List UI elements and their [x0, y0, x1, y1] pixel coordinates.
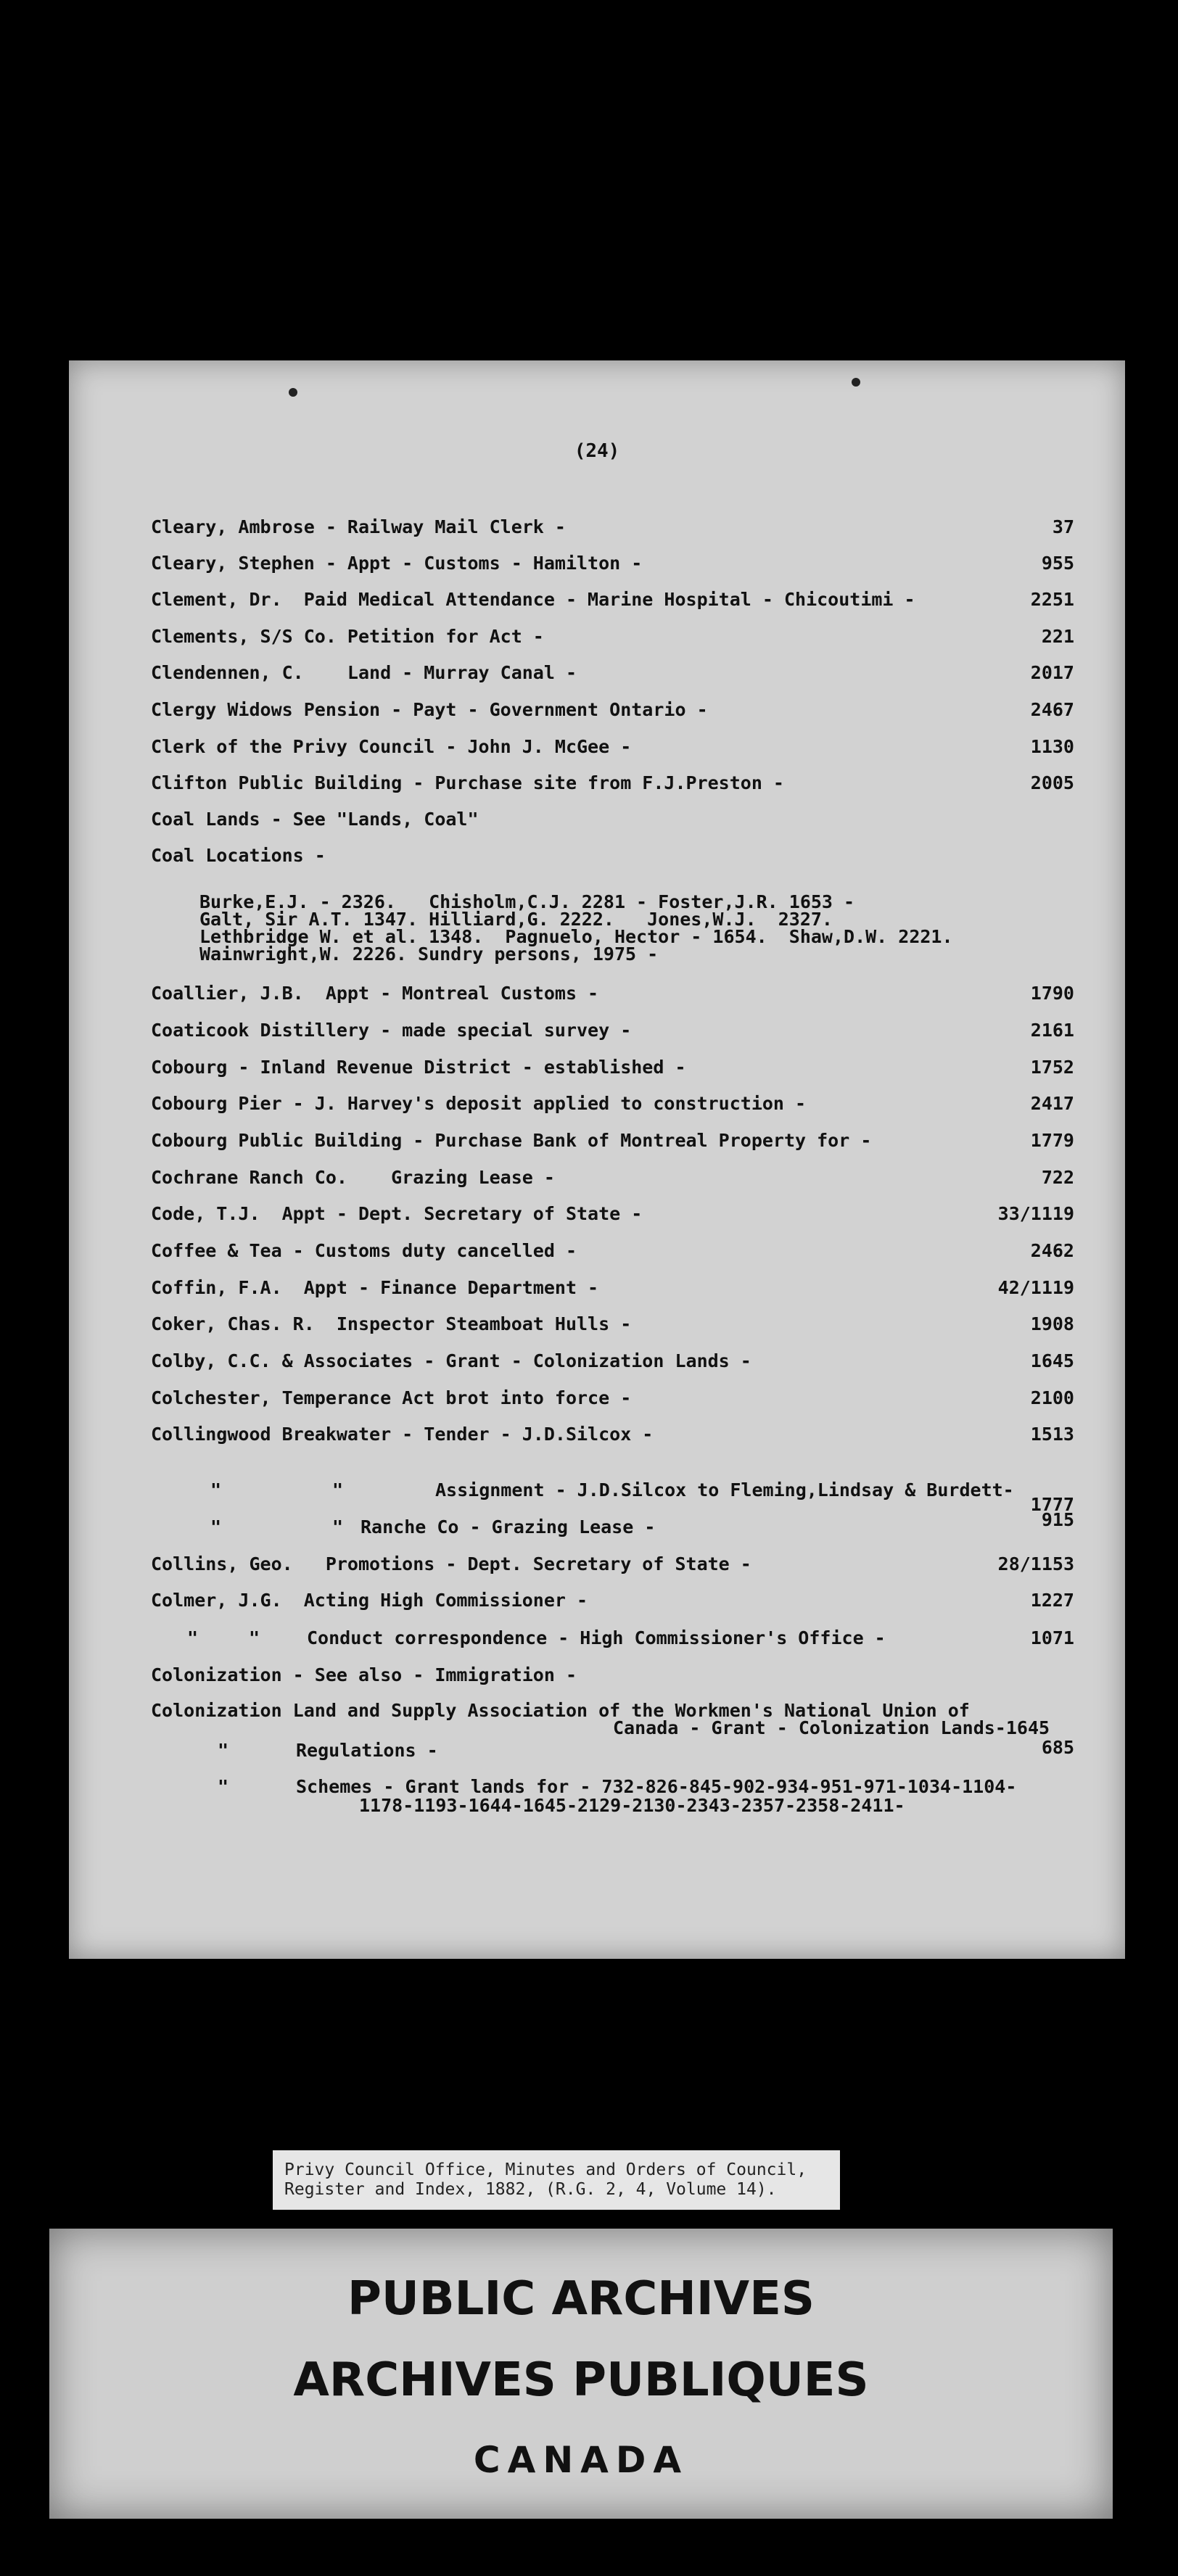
entry-ref: 2005 [1030, 772, 1074, 793]
entry-ref: 1752 [1030, 1057, 1074, 1078]
entry-ref: 1777 [1030, 1494, 1074, 1515]
ditto-mark: " [332, 1479, 344, 1500]
ditto-mark: " [210, 1479, 222, 1500]
ditto-mark: " [218, 1776, 229, 1797]
index-entry: Cleary, Ambrose - Railway Mail Clerk - [151, 516, 566, 537]
entry-ref: 37 [1052, 516, 1074, 537]
index-entry: Clements, S/S Co. Petition for Act - [151, 626, 544, 647]
entry-ref: 42/1119 [997, 1277, 1074, 1298]
index-entry: Cleary, Stephen - Appt - Customs - Hamilton - [151, 553, 643, 574]
coal-location-line: Lethbridge W. et al. 1348. Pagnuelo, Hector - 1654. Shaw,D.W. 2221. [199, 926, 953, 947]
entry-ref: 221 [1041, 626, 1074, 647]
index-entry: Clendennen, C. Land - Murray Canal - [151, 662, 577, 683]
index-entry: Colonization - See also - Immigration - [151, 1664, 577, 1685]
coal-location-line: Galt, Sir A.T. 1347. Hilliard,G. 2222. Jones,W.J. 2327. [199, 909, 833, 930]
coal-location-line: Wainwright,W. 2226. Sundry persons, 1975 - [199, 944, 659, 965]
index-subentry: Ranche Co - Grazing Lease - [361, 1516, 656, 1537]
entry-ref: 2017 [1030, 662, 1074, 683]
page-number: (24) [574, 440, 620, 462]
index-entry: Collingwood Breakwater - Tender - J.D.Silcox - [151, 1424, 654, 1445]
archives-stamp [49, 2229, 1113, 2519]
index-entry: Colby, C.C. & Associates - Grant - Colonization Lands - [151, 1350, 751, 1371]
index-subentry-continued: 1178-1193-1644-1645-2129-2130-2343-2357-2358-2411- [359, 1795, 905, 1816]
entry-ref: 685 [1041, 1737, 1074, 1758]
index-entry: Coaticook Distillery - made special survey - [151, 1020, 632, 1041]
entry-ref: 2417 [1030, 1093, 1074, 1114]
entry-ref: 1908 [1030, 1313, 1074, 1334]
index-entry: Clerk of the Privy Council - John J. McGee - [151, 736, 632, 757]
entry-ref: 2161 [1030, 1020, 1074, 1041]
entry-ref: 1130 [1030, 736, 1074, 757]
stamp-title-french: ARCHIVES PUBLIQUES [293, 2353, 869, 2407]
entry-ref: 2100 [1030, 1387, 1074, 1408]
entry-ref: 1790 [1030, 983, 1074, 1004]
index-entry: Clifton Public Building - Purchase site from F.J.Preston - [151, 772, 784, 793]
index-entry: Cochrane Ranch Co. Grazing Lease - [151, 1167, 555, 1188]
entry-ref: 722 [1041, 1167, 1074, 1188]
register-page [69, 360, 1125, 1959]
index-entry: Cobourg Public Building - Purchase Bank of Montreal Property for - [151, 1130, 872, 1151]
caption-line: Register and Index, 1882, (R.G. 2, 4, Volume 14). [284, 2180, 777, 2199]
entry-ref: 2467 [1030, 699, 1074, 720]
entry-ref: 1645 [1030, 1350, 1074, 1371]
entry-ref: 1071 [1030, 1627, 1074, 1648]
entry-ref: 28/1153 [997, 1553, 1074, 1574]
ditto-mark: " [187, 1627, 199, 1648]
entry-ref: 1227 [1030, 1590, 1074, 1611]
index-subentry: Assignment - J.D.Silcox to Fleming,Lindsay & Burdett- [435, 1479, 1014, 1500]
index-entry: Colmer, J.G. Acting High Commissioner - [151, 1590, 588, 1611]
entry-ref: 33/1119 [997, 1203, 1074, 1224]
archive-caption-label [273, 2150, 840, 2210]
entry-ref: 955 [1041, 553, 1074, 574]
stamp-title-english: PUBLIC ARCHIVES [347, 2272, 815, 2326]
index-subentry: Regulations - [296, 1740, 438, 1761]
index-entry: Collins, Geo. Promotions - Dept. Secretary of State - [151, 1553, 751, 1574]
index-entry: Coffin, F.A. Appt - Finance Department - [151, 1277, 599, 1298]
entry-ref: 1779 [1030, 1130, 1074, 1151]
entry-ref: 2251 [1030, 589, 1074, 610]
index-entry: Colchester, Temperance Act brot into force - [151, 1387, 632, 1408]
index-entry: Coffee & Tea - Customs duty cancelled - [151, 1240, 577, 1261]
index-entry-continued: Canada - Grant - Colonization Lands-1645 [613, 1717, 1050, 1738]
index-subentry: Schemes - Grant lands for - 732-826-845-902-934-951-971-1034-1104- [296, 1776, 1017, 1797]
ditto-mark: " [218, 1740, 229, 1761]
index-subentry: Conduct correspondence - High Commissioner's Office - [307, 1627, 886, 1648]
index-entry: Cobourg - Inland Revenue District - established - [151, 1057, 686, 1078]
index-entry: Colonization Land and Supply Association of the Workmen's National Union of [151, 1700, 970, 1721]
index-entry: Coker, Chas. R. Inspector Steamboat Hulls - [151, 1313, 632, 1334]
index-entry: Code, T.J. Appt - Dept. Secretary of State - [151, 1203, 643, 1224]
index-entry: Clergy Widows Pension - Payt - Government Ontario - [151, 699, 708, 720]
punch-hole [289, 388, 297, 397]
caption-line: Privy Council Office, Minutes and Orders of Council, [284, 2160, 807, 2179]
stamp-country: CANADA [473, 2439, 689, 2481]
ditto-mark: " [249, 1627, 260, 1648]
punch-hole [852, 378, 860, 387]
index-entry: Clement, Dr. Paid Medical Attendance - Marine Hospital - Chicoutimi - [151, 589, 915, 610]
index-entry: Coallier, J.B. Appt - Montreal Customs - [151, 983, 599, 1004]
ditto-mark: " [332, 1516, 344, 1537]
coal-location-line: Burke,E.J. - 2326. Chisholm,C.J. 2281 - Foster,J.R. 1653 - [199, 891, 855, 912]
index-entry: Coal Locations - [151, 845, 326, 866]
index-entry: Coal Lands - See "Lands, Coal" [151, 809, 479, 830]
entry-ref: 1513 [1030, 1424, 1074, 1445]
index-entry: Cobourg Pier - J. Harvey's deposit applied to construction - [151, 1093, 807, 1114]
entry-ref: 2462 [1030, 1240, 1074, 1261]
ditto-mark: " [210, 1516, 222, 1537]
entry-ref: 915 [1041, 1509, 1074, 1530]
